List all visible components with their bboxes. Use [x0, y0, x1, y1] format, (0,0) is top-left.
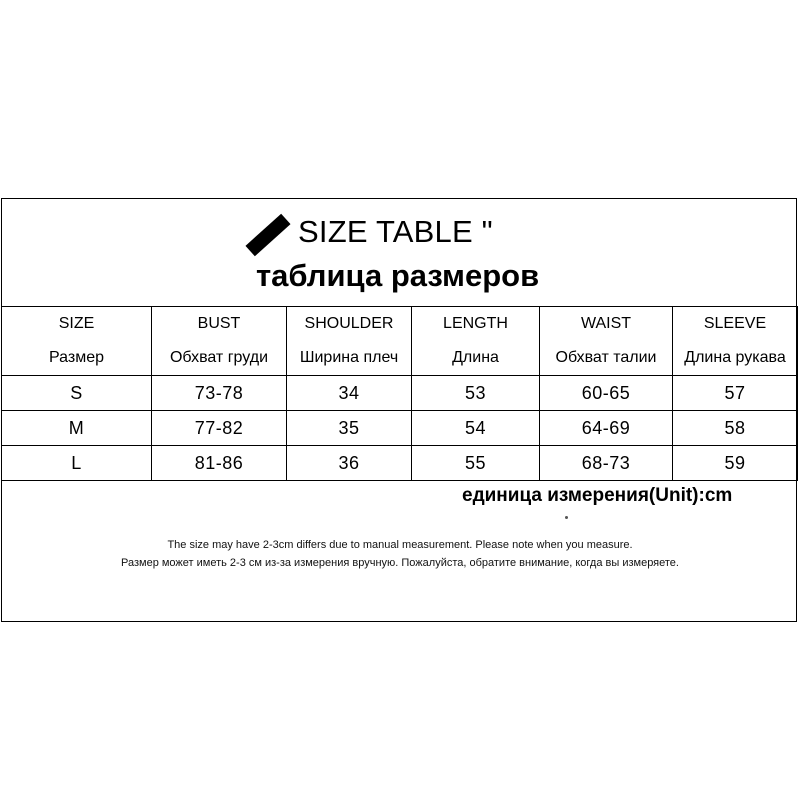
header-shoulder: SHOULDER Ширина плеч	[287, 307, 412, 376]
table-cell: 34	[287, 376, 412, 411]
table-cell: 68-73	[540, 446, 673, 481]
table-cell: S	[2, 376, 152, 411]
note-russian: Размер может иметь 2-3 см из-за измерения вручную. Пожалуйста, обратите внимание, когда вы измеряете.	[121, 557, 679, 569]
table-cell: M	[2, 411, 152, 446]
title-english: SIZE TABLE "	[298, 214, 493, 249]
table-cell: 35	[287, 411, 412, 446]
table-cell: 73-78	[152, 376, 287, 411]
table-cell: 81-86	[152, 446, 287, 481]
stray-dot	[565, 516, 568, 519]
table-cell: 36	[287, 446, 412, 481]
table-cell: 77-82	[152, 411, 287, 446]
table-row	[2, 411, 798, 446]
header-bust: BUST Обхват груди	[152, 307, 287, 376]
table-cell: 53	[412, 376, 540, 411]
table-cell: 64-69	[540, 411, 673, 446]
size-table	[1, 306, 798, 481]
table-header-row	[2, 307, 798, 376]
header-length: LENGTH Длина	[412, 307, 540, 376]
header-size: SIZE Размер	[2, 307, 152, 376]
table-row	[2, 376, 798, 411]
table-cell: 58	[673, 411, 798, 446]
header-waist: WAIST Обхват талии	[540, 307, 673, 376]
table-row	[2, 446, 798, 481]
unit-label: единица измерения(Unit):cm	[462, 485, 733, 506]
table-cell: 54	[412, 411, 540, 446]
table-cell: L	[2, 446, 152, 481]
note-english: The size may have 2-3cm differs due to manual measurement. Please note when you measure.	[167, 539, 633, 551]
title-russian: таблица размеров	[256, 258, 540, 293]
table-cell: 59	[673, 446, 798, 481]
table-cell: 55	[412, 446, 540, 481]
table-cell: 57	[673, 376, 798, 411]
table-cell: 60-65	[540, 376, 673, 411]
header-sleeve: SLEEVE Длина рукава	[673, 307, 798, 376]
